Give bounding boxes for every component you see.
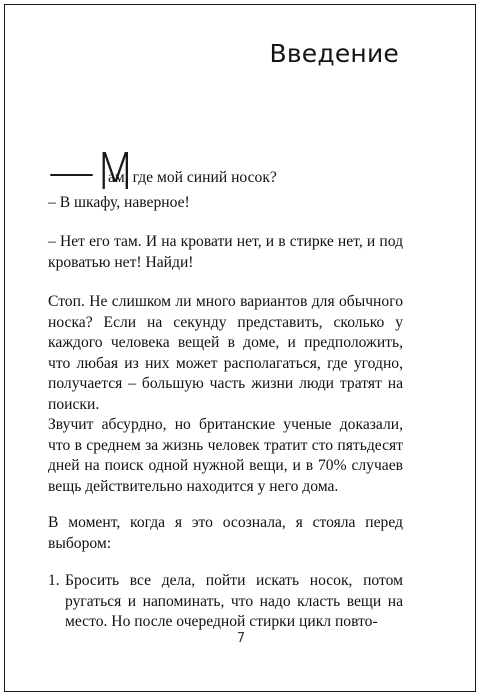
book-page [4,4,476,692]
drop-cap: —М [48,142,136,203]
paragraph: Стоп. Не слишком ли много вариантов для обычного носка? Если на секунду представить, сколько у каждого человека вещей в доме, и предположить, что любая из них может располагаться, где угодно, получается – большую часть жизни люди тратят на поиски. [48,293,403,413]
paragraph: В момент, когда я это осознала, я стояла перед выбором: [48,514,403,552]
list-item-number: 1. [48,572,60,589]
list-item-text: Бросить все дела, пойти искать носок, потом ругаться и напоминать, что надо класть вещи на место. Но после очередной стирки цикл повто- [65,572,403,630]
dialogue-line: – Нет его там. И на кровати нет, и в стирке нет, и под кроватью нет! Найди! [48,233,403,271]
page-number: 7 [236,631,246,646]
paragraph: Звучит абсурдно, но британские ученые доказали, что в среднем за жизнь человек тратит сто пятьдесят дней на поиск одной нужной вещи, и в 70% случаев вещь действительно находится у него дома. [48,416,403,495]
chapter-title: Введение [269,39,399,68]
opening-line-text: ам, где мой синий носок? [108,169,277,186]
dialogue-line: – В шкафу, наверное! [48,194,190,211]
